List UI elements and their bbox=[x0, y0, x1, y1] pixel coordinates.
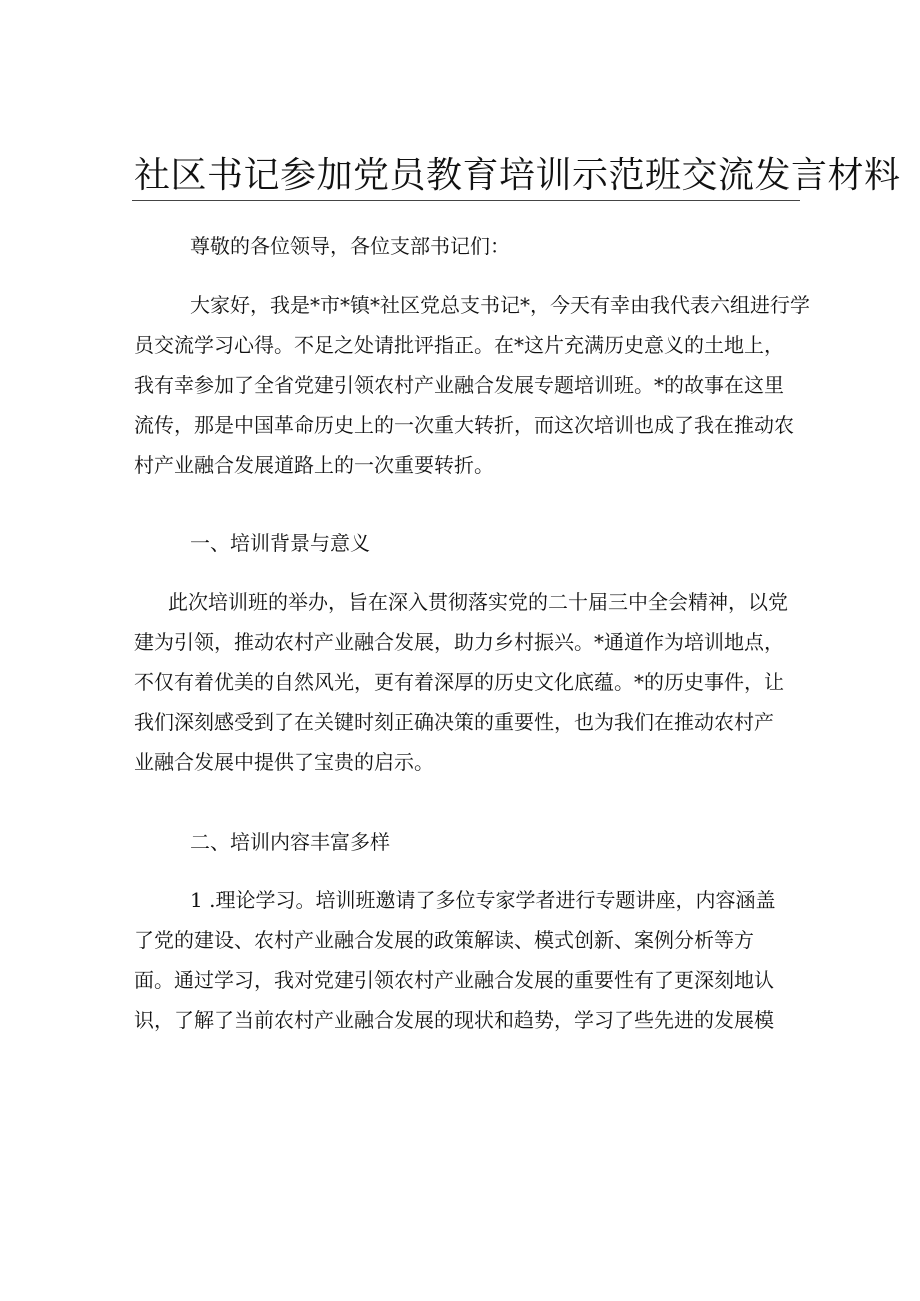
paragraph-line: 识，了解了当前农村产业融合发展的现状和趋势，学习了些先进的发展模 bbox=[134, 1008, 774, 1032]
paragraph-line: 了党的建设、农村产业融合发展的政策解读、模式创新、案例分析等方 bbox=[134, 928, 754, 952]
paragraph-line: 村产业融合发展道路上的一次重要转折。 bbox=[134, 453, 494, 477]
paragraph-line: 大家好，我是*市*镇*社区党总支书记*，今天有幸由我代表六组进行学 bbox=[190, 293, 810, 317]
paragraph-line: 我们深刻感受到了在关键时刻正确决策的重要性，也为我们在推动农村产 bbox=[134, 710, 774, 734]
intro-paragraph bbox=[134, 285, 810, 485]
paragraph-line: 此次培训班的举办，旨在深入贯彻落实党的二十届三中全会精神，以党 bbox=[168, 590, 788, 614]
paragraph-line: 1 .理论学习。培训班邀请了多位专家学者进行专题讲座，内容涵盖 bbox=[190, 888, 776, 912]
section-2-heading: 二、培训内容丰富多样 bbox=[190, 830, 390, 854]
paragraph-line: 我有幸参加了全省党建引领农村产业融合发展专题培训班。*的故事在这里 bbox=[134, 373, 784, 397]
section-2-paragraph bbox=[134, 880, 794, 1040]
paragraph-line: 员交流学习心得。不足之处请批评指正。在*这片充满历史意义的土地上， bbox=[134, 333, 784, 357]
salutation: 尊敬的各位领导，各位支部书记们： bbox=[190, 234, 510, 258]
paragraph-line: 面。通过学习，我对党建引领农村产业融合发展的重要性有了更深刻地认 bbox=[134, 968, 774, 992]
paragraph-line: 业融合发展中提供了宝贵的启示。 bbox=[134, 750, 434, 774]
section-1-heading: 一、培训背景与意义 bbox=[190, 531, 370, 555]
paragraph-line: 建为引领，推动农村产业融合发展，助力乡村振兴。*通道作为培训地点， bbox=[134, 630, 784, 654]
document-title: 社区书记参加党员教育培训示范班交流发言材料 bbox=[134, 155, 901, 196]
title-underline bbox=[132, 200, 800, 201]
paragraph-line: 不仅有着优美的自然风光，更有着深厚的历史文化底蕴。*的历史事件，让 bbox=[134, 670, 784, 694]
paragraph-line: 流传，那是中国革命历史上的一次重大转折，而这次培训也成了我在推动农 bbox=[134, 413, 794, 437]
section-1-paragraph bbox=[134, 582, 794, 782]
